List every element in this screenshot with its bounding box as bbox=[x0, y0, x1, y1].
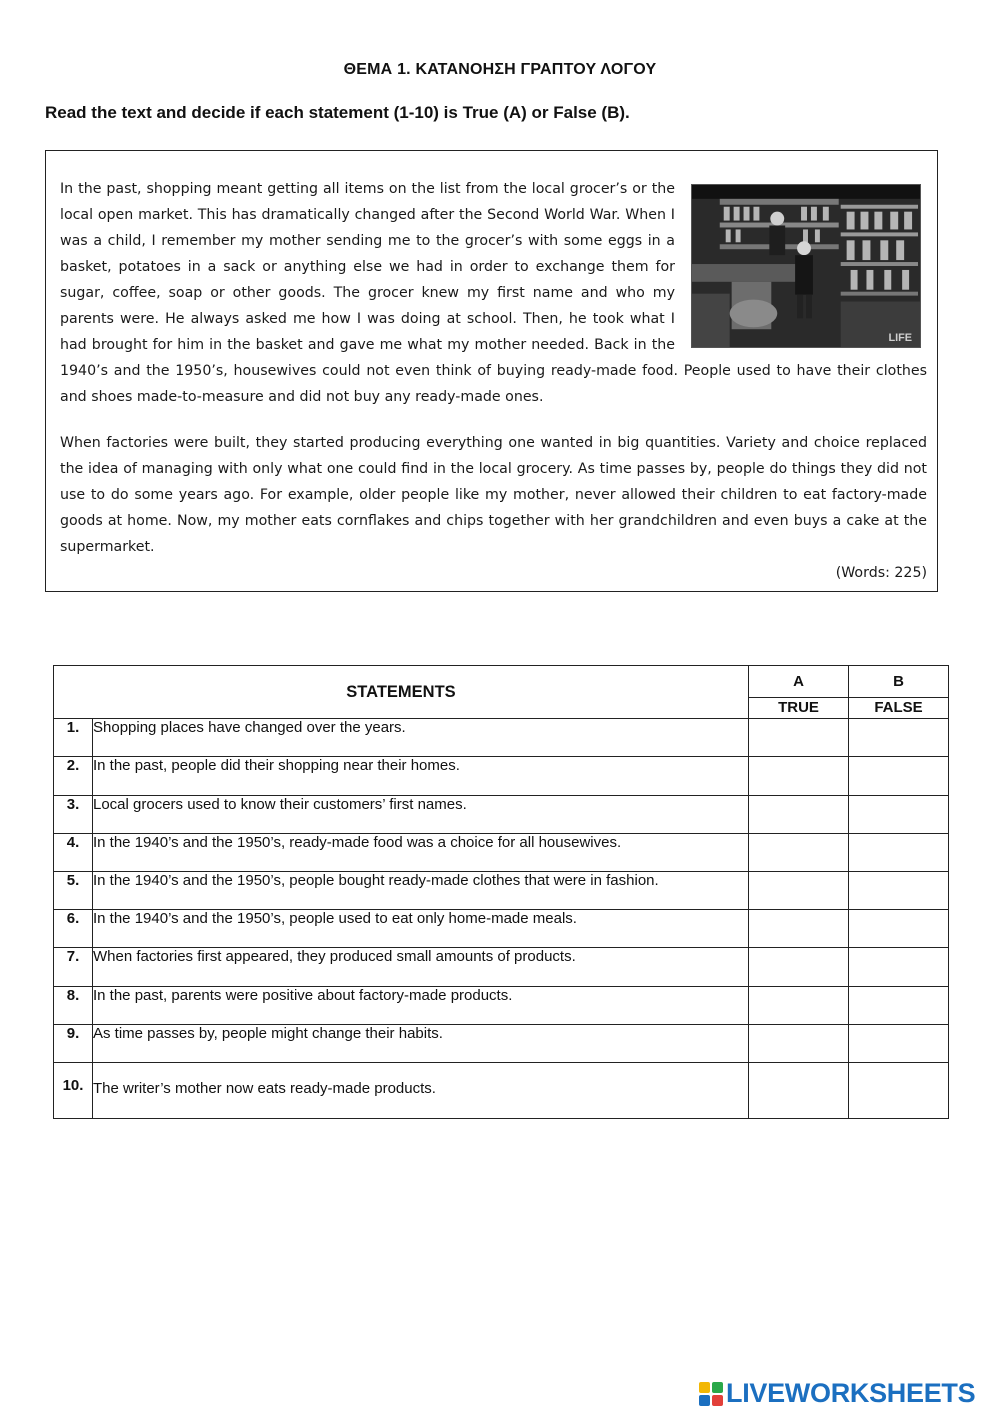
answer-true-cell[interactable] bbox=[749, 872, 849, 910]
statement-text: As time passes by, people might change their habits. bbox=[93, 1025, 749, 1063]
true-column-header: TRUE bbox=[749, 697, 849, 718]
statement-number: 5. bbox=[54, 872, 93, 910]
paragraph-2: When factories were built, they started producing everything one wanted in big quantities. Variety and choice replaced the idea of managing with only what one could find in the local grocery. As time passes by, people do things they did not use to do some years ago. For example, older people like my mother, never allowed their children to eat factory-made goods at home. Now, my mother eats cornflakes and chips together with her grandchildren and even buys a cake at the supermarket. bbox=[60, 435, 927, 555]
statement-row bbox=[54, 1025, 949, 1063]
statement-text: Local grocers used to know their customers’ first names. bbox=[93, 796, 749, 834]
statement-number: 9. bbox=[54, 1025, 93, 1063]
statement-number: 7. bbox=[54, 948, 93, 987]
statement-row bbox=[54, 757, 949, 796]
statement-text: In the past, people did their shopping near their homes. bbox=[93, 757, 749, 796]
statement-number: 6. bbox=[54, 910, 93, 948]
answer-true-cell[interactable] bbox=[749, 1063, 849, 1119]
statement-row bbox=[54, 987, 949, 1025]
answer-false-cell[interactable] bbox=[849, 719, 949, 757]
answer-false-cell[interactable] bbox=[849, 757, 949, 796]
statement-text: In the 1940’s and the 1950’s, ready-made food was a choice for all housewives. bbox=[93, 834, 749, 872]
answer-false-cell[interactable] bbox=[849, 987, 949, 1025]
word-count: (Words: 225) bbox=[835, 565, 927, 581]
worksheet-title: ΘΕΜΑ 1. ΚΑΤΑΝΟΗΣΗ ΓΡΑΠΤΟΥ ΛΟΓΟΥ bbox=[343, 61, 657, 78]
answer-true-cell[interactable] bbox=[749, 910, 849, 948]
statement-number: 3. bbox=[54, 796, 93, 834]
statement-row bbox=[54, 910, 949, 948]
life-watermark: LIFE bbox=[888, 332, 913, 345]
instructions: Read the text and decide if each statement (1-10) is True (A) or False (B). bbox=[45, 103, 630, 122]
statement-row bbox=[54, 719, 949, 757]
answer-false-cell[interactable] bbox=[849, 910, 949, 948]
answer-true-cell[interactable] bbox=[749, 719, 849, 757]
liveworksheets-brand bbox=[698, 1378, 975, 1409]
statement-text: The writer’s mother now eats ready-made products. bbox=[93, 1063, 749, 1119]
statement-text: In the 1940’s and the 1950’s, people used to eat only home-made meals. bbox=[93, 910, 749, 948]
statement-row bbox=[54, 1063, 949, 1119]
answer-false-cell[interactable] bbox=[849, 948, 949, 987]
statement-text: In the past, parents were positive about factory-made products. bbox=[93, 987, 749, 1025]
column-b-letter: B bbox=[849, 666, 949, 698]
liveworksheets-logo-icon bbox=[698, 1381, 724, 1407]
reading-passage bbox=[45, 150, 938, 592]
false-column-header: FALSE bbox=[849, 697, 949, 718]
statement-number: 10. bbox=[54, 1063, 93, 1119]
answer-false-cell[interactable] bbox=[849, 1025, 949, 1063]
answer-true-cell[interactable] bbox=[749, 1025, 849, 1063]
statement-row bbox=[54, 872, 949, 910]
statement-row bbox=[54, 834, 949, 872]
answer-true-cell[interactable] bbox=[749, 757, 849, 796]
paragraph-1: In the past, shopping meant getting all items on the list from the local grocer’s or the local open market. This has dramatically changed after the Second World War. When I was a child, I remember my mother sending me to the grocer’s with some eggs in a basket, potatoes in a sack or anything else we had in order to exchange them for sugar, coffee, soap or other goods. The grocer knew my first name and who my parents were. He always asked me how I was doing at school. Then, he took what I had brought for him in the basket and gave me what my mother needed. Back in the 1940’s and the 1950’s, housewives could not even think of buying ready-made food. People used to have their clothes and shoes made-to-measure and did not buy any ready-made ones. bbox=[60, 181, 927, 405]
statement-number: 4. bbox=[54, 834, 93, 872]
answer-true-cell[interactable] bbox=[749, 796, 849, 834]
statements-table bbox=[53, 665, 949, 1119]
answer-false-cell[interactable] bbox=[849, 796, 949, 834]
answer-false-cell[interactable] bbox=[849, 1063, 949, 1119]
answer-true-cell[interactable] bbox=[749, 987, 849, 1025]
statements-header: STATEMENTS bbox=[54, 666, 749, 719]
statement-row bbox=[54, 796, 949, 834]
answer-true-cell[interactable] bbox=[749, 834, 849, 872]
statement-number: 8. bbox=[54, 987, 93, 1025]
statement-number: 2. bbox=[54, 757, 93, 796]
grocery-store-photo bbox=[691, 184, 921, 348]
brand-name: LIVEWORKSHEETS bbox=[726, 1378, 976, 1408]
column-a-letter: A bbox=[749, 666, 849, 698]
statement-row bbox=[54, 948, 949, 987]
answer-false-cell[interactable] bbox=[849, 834, 949, 872]
statement-number: 1. bbox=[54, 719, 93, 757]
statement-text: In the 1940’s and the 1950’s, people bought ready-made clothes that were in fashion. bbox=[93, 872, 749, 910]
answer-true-cell[interactable] bbox=[749, 948, 849, 987]
statement-text: When factories first appeared, they produced small amounts of products. bbox=[93, 948, 749, 987]
answer-false-cell[interactable] bbox=[849, 872, 949, 910]
statement-text: Shopping places have changed over the years. bbox=[93, 719, 749, 757]
